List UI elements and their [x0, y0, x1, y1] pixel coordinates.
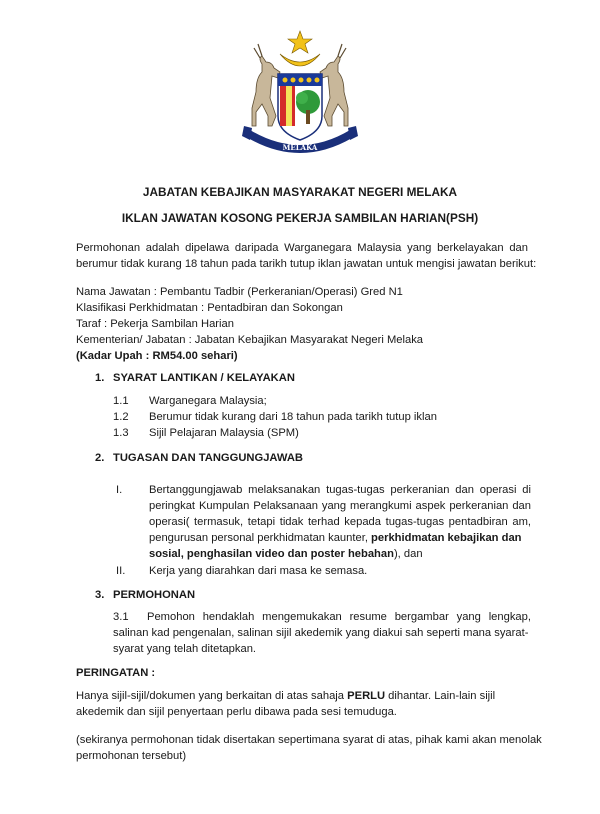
section-2-number: 2. [95, 452, 105, 464]
advert-title: IKLAN JAWATAN KOSONG PEKERJA SAMBILAN HARIAN(PSH) [121, 211, 479, 225]
list-item-number: 1.3 [113, 427, 129, 439]
job-title-line: Nama Jawatan : Pembantu Tadbir (Perkeranian/Operasi) Gred N1 [76, 286, 403, 298]
section-3-number: 3. [95, 589, 105, 601]
list-item: Berumur tidak kurang dari 18 tahun pada tarikh tutup iklan [149, 411, 437, 423]
state-crest-logo [222, 28, 378, 158]
list-item: Sijil Pelajaran Malaysia (SPM) [149, 427, 299, 439]
list-item-number: 1.2 [113, 411, 129, 423]
section-2-title: TUGASAN DAN TANGGUNGJAWAB [113, 452, 303, 464]
ministry-line: Kementerian/ Jabatan : Jabatan Kebajikan Masyarakat Negeri Melaka [76, 334, 424, 346]
duty-text-line: sosial, penghasilan video dan poster hebahan), dan [149, 548, 423, 560]
item-roman-numeral: I. [116, 484, 123, 496]
duty-text-line: pengurusan personal perkhidmatan kaunter, perkhidmatan kebajikan dan [149, 532, 522, 544]
list-item-number: 1.1 [113, 395, 129, 407]
service-classification-line: Klasifikasi Perkhidmatan : Pentadbiran dan Sokongan [76, 302, 343, 314]
list-item-number: 3.1 [113, 611, 129, 623]
section-1-number: 1. [95, 372, 105, 384]
reminder-text-line: Hanya sijil-sijil/dokumen yang berkaitan di atas sahaja PERLU dihantar. Lain-lain sijil [76, 690, 496, 702]
duty-text-line: Bertanggungjawab melaksanakan tugas-tugas perkeranian dan operasi di [149, 484, 531, 496]
duty-text-line: peringkat Kumpulan Pelaksanaan yang merangkumi aspek perkeranian dan [149, 500, 531, 512]
list-item: Warganegara Malaysia; [149, 395, 267, 407]
reminder-text-line: akedemik dan sijil penyertaan perlu dibawa pada sesi temuduga. [76, 706, 397, 718]
duty-text-line: Kerja yang diarahkan dari masa ke semasa. [149, 565, 368, 577]
application-text-line: syarat yang telah ditetapkan. [113, 643, 257, 655]
department-heading: JABATAN KEBAJIKAN MASYARAKAT NEGERI MELAKA [142, 185, 458, 199]
reminder-title: PERINGATAN : [76, 667, 156, 679]
section-3-title: PERMOHONAN [113, 589, 196, 601]
rejection-note-line: permohonan tersebut) [76, 750, 187, 762]
crest-banner-text: MELAKA [282, 143, 318, 152]
intro-line-1: Permohonan adalah dipelawa daripada Warganegara Malaysia yang berkelayakan dan [76, 242, 528, 254]
intro-line-2: berumur tidak kurang 18 tahun pada tarikh tutup iklan jawatan untuk mengisi jawatan berikut: [76, 258, 537, 270]
section-1-title: SYARAT LANTIKAN / KELAYAKAN [113, 372, 295, 384]
duty-text-line: operasi( termasuk, tetapi tidak terhad kepada tugas-tugas pentadbiran am, [149, 516, 531, 528]
duty-highlight: sosial, penghasilan video dan poster hebahan [149, 548, 394, 560]
rejection-note-line: (sekiranya permohonan tidak disertakan sepertimana syarat di atas, pihak kami akan menolak [76, 734, 542, 746]
item-roman-numeral: II. [116, 565, 126, 577]
duty-highlight: perkhidmatan kebajikan dan [371, 532, 522, 544]
reminder-emphasis: PERLU [347, 690, 386, 702]
application-text-line: salinan kad pengenalan, salinan sijil akedemik yang diakui sah seperti mana syarat- [113, 627, 529, 639]
wage-rate-line: (Kadar Upah : RM54.00 sehari) [76, 350, 238, 362]
job-status-line: Taraf : Pekerja Sambilan Harian [76, 318, 234, 330]
application-text-line: Pemohon hendaklah mengemukakan resume bergambar yang lengkap, [147, 611, 531, 623]
